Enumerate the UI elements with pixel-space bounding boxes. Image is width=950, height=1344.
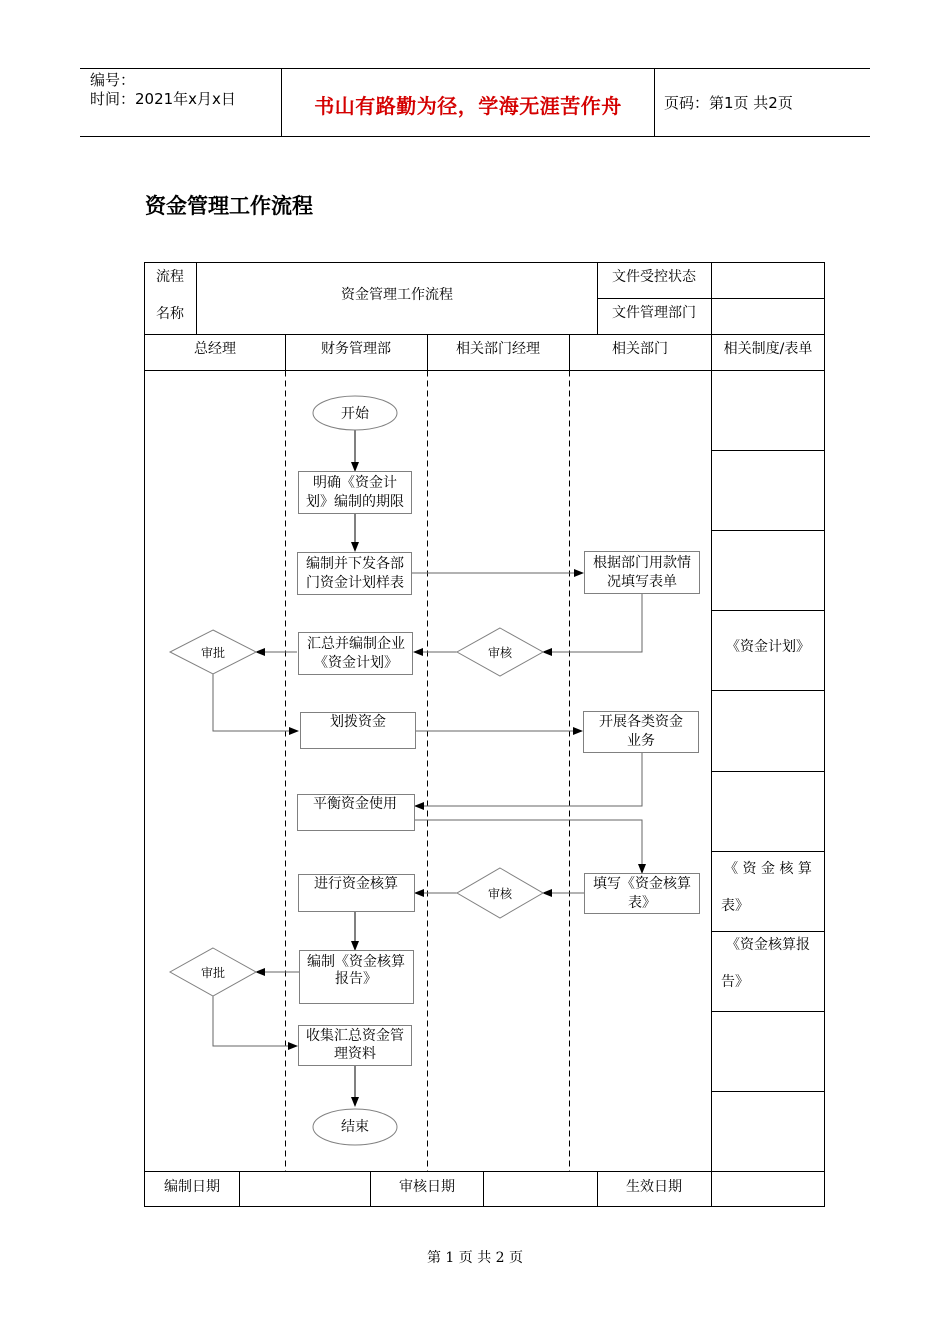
- flow-name-label-line2: 名称: [156, 306, 184, 322]
- lane-header-general-manager: 总经理: [194, 341, 236, 357]
- header-time-label: 时间：2021年x月x日: [90, 90, 236, 108]
- decision-review-1-label: 审核: [487, 646, 513, 660]
- footer-review-date: 审核日期: [399, 1179, 455, 1195]
- n3-label-line1: 根据部门用款情: [593, 555, 691, 571]
- decision-review-2-label: 审核: [487, 887, 513, 901]
- n8-label: 进行资金核算: [314, 876, 398, 892]
- arrow-n6-to-n7: [415, 752, 642, 806]
- n11-label-line1: 收集汇总资金管: [306, 1028, 404, 1044]
- header-motto: 书山有路勤为径，学海无涯苦作舟: [314, 94, 622, 118]
- n6-label-line1: 开展各类资金: [599, 714, 683, 730]
- n2-label-line2: 门资金计划样表: [306, 575, 404, 591]
- form-accounting-report-line2: 告》: [721, 974, 749, 990]
- footer-prepare-date: 编制日期: [164, 1179, 220, 1195]
- lane-header-dept-manager: 相关部门经理: [456, 341, 540, 357]
- start-label: 开始: [341, 406, 369, 422]
- n1-label-line1: 明确《资金计: [313, 475, 397, 491]
- management-dept-label: 文件管理部门: [612, 305, 696, 321]
- form-accounting-report-line1: 《资金核算报: [726, 937, 810, 953]
- flow-name-value: 资金管理工作流程: [341, 287, 453, 303]
- n10-label-line1: 编制《资金核算: [307, 954, 405, 970]
- end-label: 结束: [341, 1119, 369, 1135]
- n4-label-line1: 汇总并编制企业: [307, 636, 405, 652]
- decision-approve-1-label: 审批: [200, 646, 226, 660]
- n4-label-line2: 《资金计划》: [314, 655, 398, 671]
- lane-header-forms: 相关制度/表单: [723, 341, 813, 357]
- lane-header-finance-dept: 财务管理部: [321, 341, 391, 357]
- footer-effective-date: 生效日期: [626, 1179, 682, 1195]
- n6-label-line2: 业务: [627, 733, 655, 749]
- n5-label: 划拨资金: [330, 714, 386, 730]
- header-page-info: 页码：第1页 共2页: [664, 94, 793, 112]
- arrow-n7-to-n9: [415, 820, 642, 873]
- page-footer: 第 1 页 共 2 页: [426, 1250, 524, 1266]
- n1-label-line2: 划》编制的期限: [306, 494, 404, 510]
- arrow-n3-to-review1: [543, 593, 642, 652]
- document-title: 资金管理工作流程: [145, 194, 313, 218]
- lane-header-related-dept: 相关部门: [612, 341, 668, 357]
- decision-approve-2-label: 审批: [200, 966, 226, 980]
- table-grid: [145, 263, 825, 1207]
- form-accounting-table-line1: 《 资 金 核 算: [724, 861, 812, 877]
- n3-label-line2: 况填写表单: [607, 574, 677, 590]
- n11-label-line2: 理资料: [334, 1046, 376, 1062]
- header-number-label: 编号：: [90, 71, 136, 89]
- n10-label-line2: 报告》: [335, 971, 377, 987]
- control-status-label: 文件受控状态: [612, 269, 696, 285]
- form-fund-plan: 《资金计划》: [726, 639, 810, 655]
- n2-label-line1: 编制并下发各部: [306, 556, 404, 572]
- n9-label-line1: 填写《资金核算: [593, 876, 691, 892]
- form-accounting-table-line2: 表》: [721, 898, 749, 914]
- flow-name-label-line1: 流程: [156, 269, 184, 285]
- n7-label: 平衡资金使用: [313, 796, 397, 812]
- n9-label-line2: 表》: [628, 895, 656, 911]
- arrow-approve2-to-n11: [213, 996, 297, 1046]
